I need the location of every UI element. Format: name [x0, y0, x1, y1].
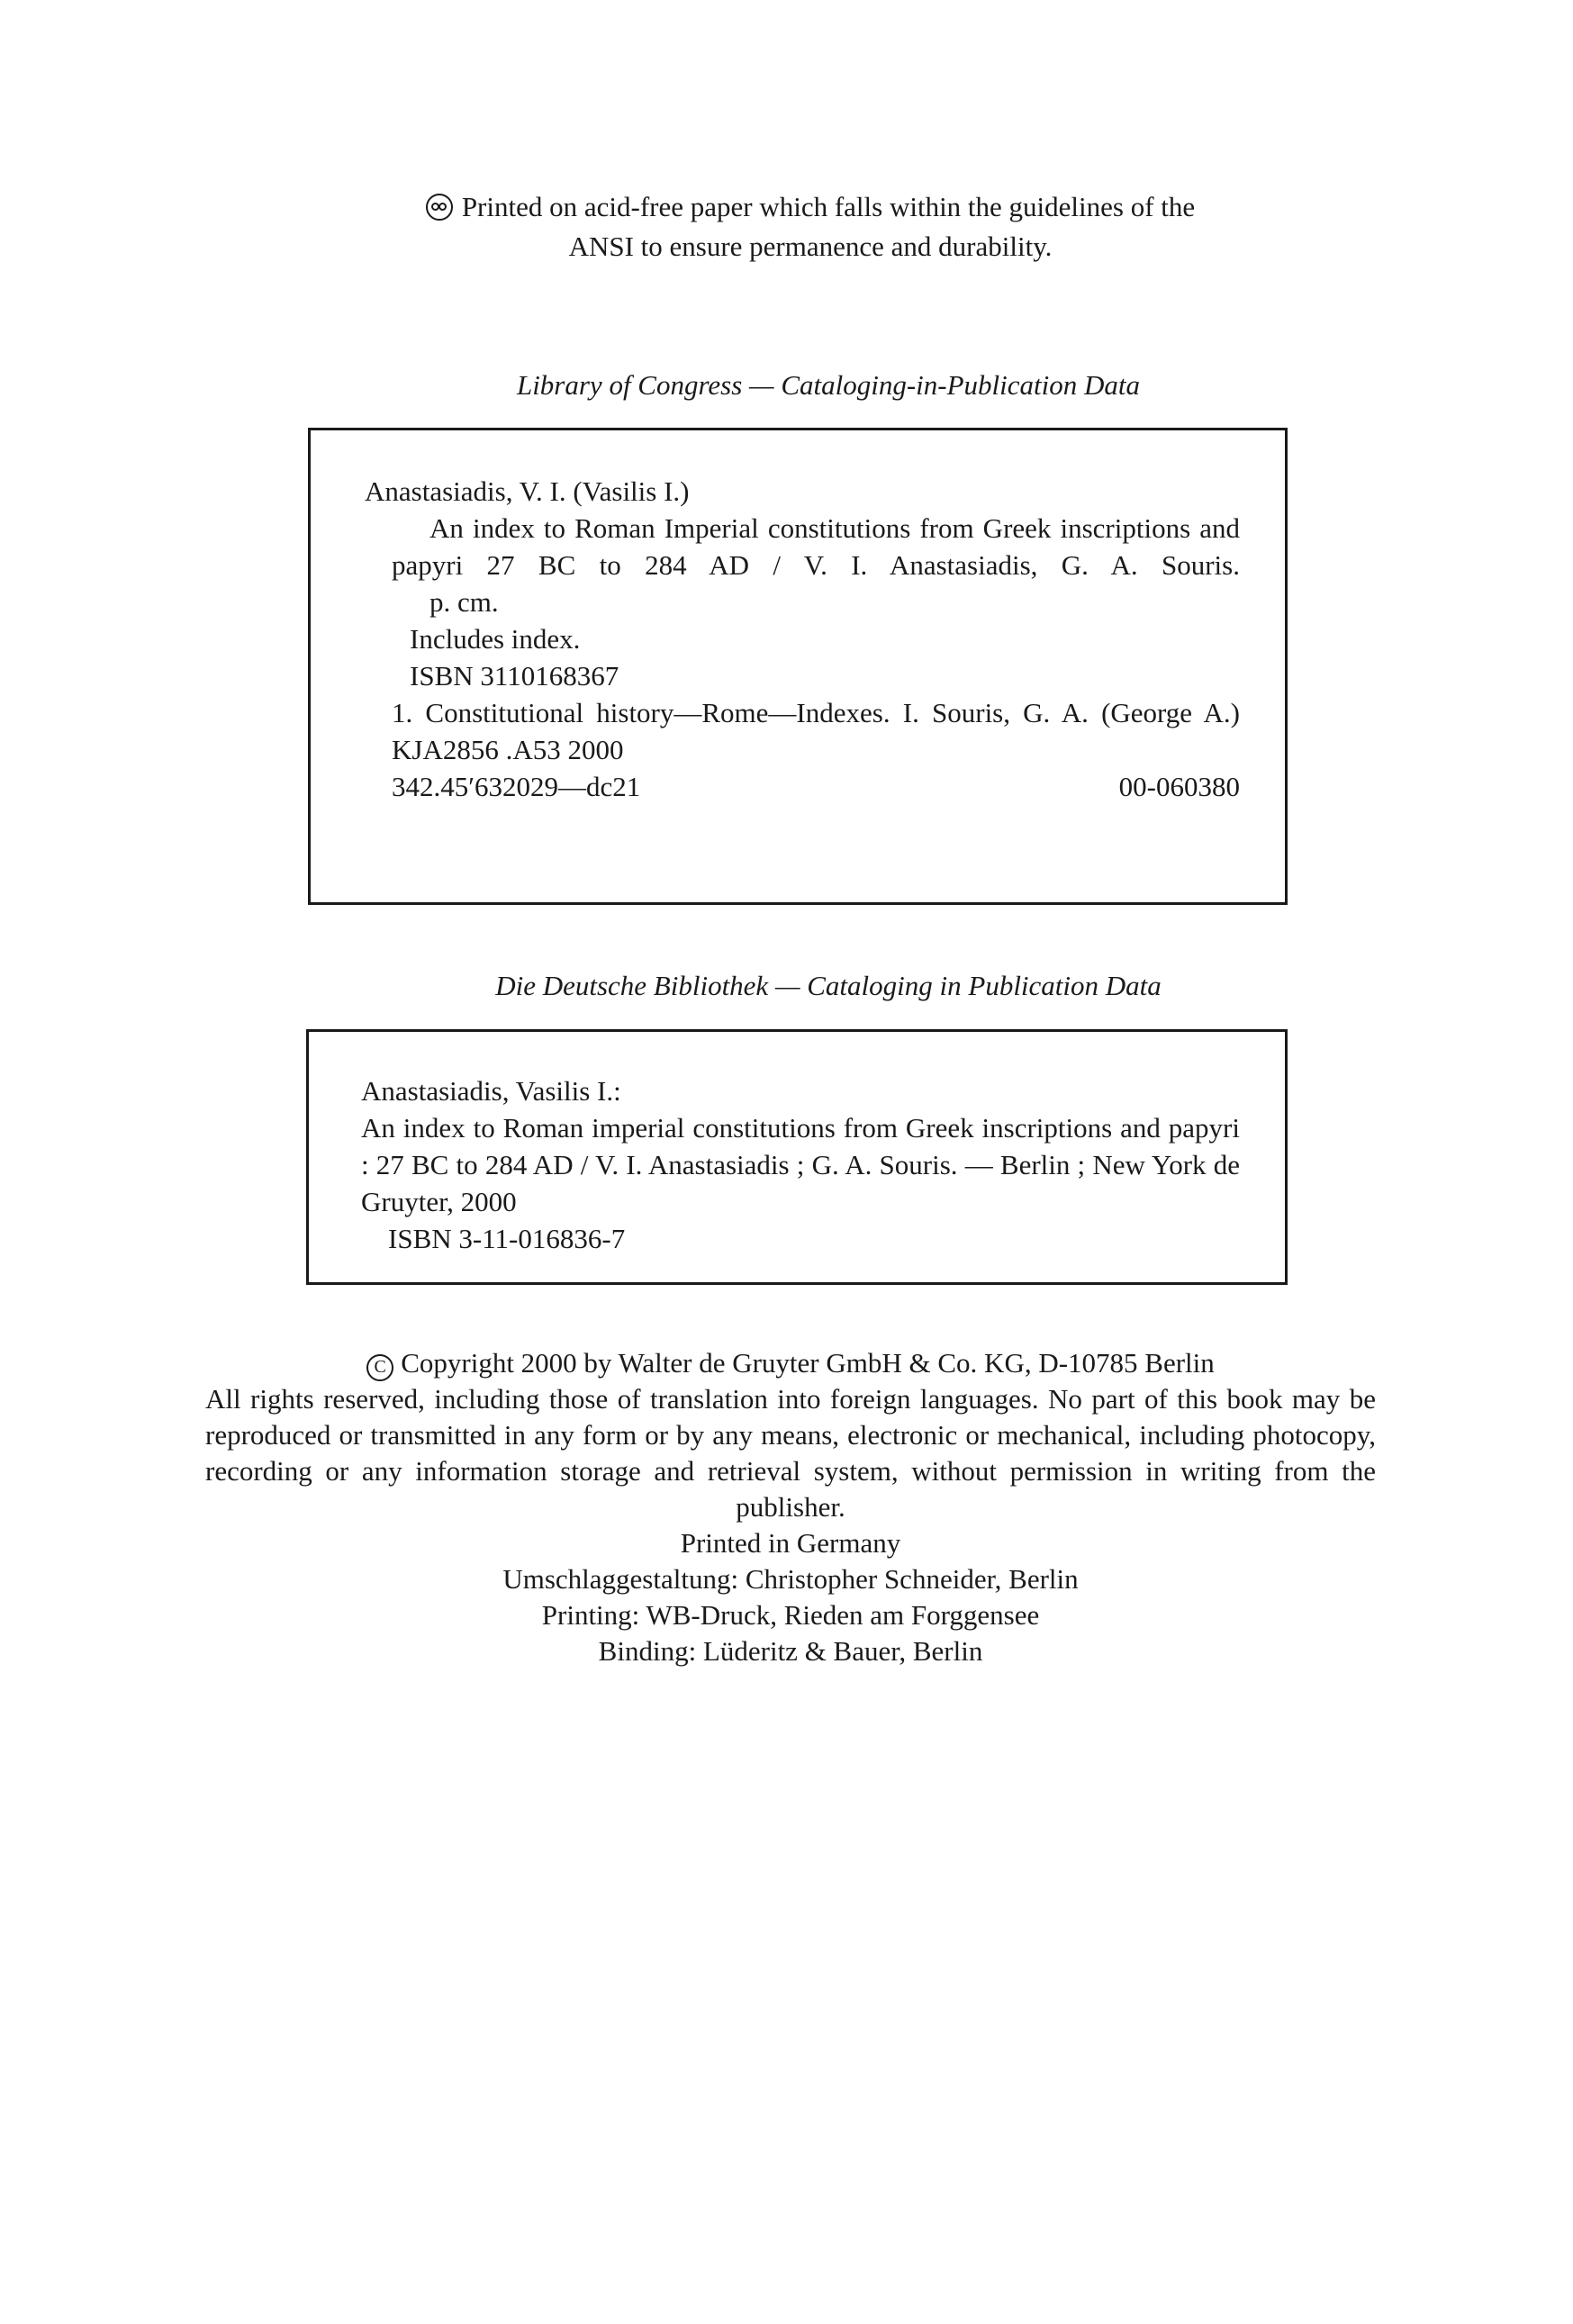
ddb-author: Anastasiadis, Vasilis I.:	[361, 1075, 621, 1107]
binding-credit: Binding: Lüderitz & Bauer, Berlin	[598, 1635, 983, 1667]
printing-credit: Printing: WB-Druck, Rieden am Forggensee	[541, 1599, 1040, 1631]
rights-statement: All rights reserved, including those of translation into foreign languages. No part of this book may be reproduced or transmitted in any form or by any means, electronic or mechanical, including photocopy, recording or any information storage and retrieval system, without permission in writing from the publisher.	[205, 1383, 1376, 1523]
loc-author: Anastasiadis, V. I. (Vasilis I.)	[365, 475, 690, 507]
cover-design-credit: Umschlaggestaltung: Christopher Schneider, Berlin	[502, 1563, 1079, 1595]
copyright-icon: C	[366, 1354, 393, 1381]
copyright-block	[205, 1345, 1376, 1669]
loc-pcm: p. cm.	[429, 586, 499, 618]
printed-in: Printed in Germany	[680, 1527, 901, 1559]
paper-note-text-1: Printed on acid-free paper which falls within the guidelines of the	[461, 191, 1196, 222]
paper-note-text-2: ANSI to ensure permanence and durability.	[568, 231, 1053, 262]
loc-dewey: 342.45′632029—dc21	[392, 771, 641, 802]
loc-cip-heading: Library of Congress — Cataloging-in-Publication Data	[516, 369, 1141, 401]
loc-isbn: ISBN 3110168367	[410, 660, 619, 692]
acid-free-paper-note	[342, 187, 1279, 267]
loc-classification-row	[365, 768, 1240, 805]
ddb-isbn: ISBN 3-11-016836-7	[388, 1223, 626, 1254]
infinity-icon	[426, 194, 453, 221]
copyright-text: Copyright 2000 by Walter de Gruyter GmbH & Co. KG, D-10785 Berlin	[401, 1347, 1215, 1379]
ddb-title: An index to Roman imperial constitutions from Greek inscriptions and papyri : 27 BC to 284 AD / V. I. Anastasiadis ; G. A. Souris. — Berlin ; New York de Gruyter, 2000	[361, 1112, 1240, 1217]
copyright-line	[205, 1345, 1376, 1381]
loc-call-number: KJA2856 .A53 2000	[392, 734, 624, 765]
loc-includes-index: Includes index.	[410, 623, 581, 655]
ddb-cip-heading: Die Deutsche Bibliothek — Cataloging in Publication Data	[495, 970, 1162, 1001]
paper-note-line-1	[342, 187, 1279, 227]
ddb-cip-record	[306, 1029, 1288, 1285]
loc-cip-record	[308, 428, 1288, 905]
loc-title: An index to Roman Imperial constitutions from Greek inscriptions and papyri 27 BC to 284 AD / V. I. Anastasiadis, G. A. Souris.	[392, 512, 1240, 581]
loc-lccn: 00-060380	[1118, 771, 1240, 802]
loc-subject: 1. Constitutional history—Rome—Indexes. I. Souris, G. A. (George A.)	[392, 697, 1240, 728]
